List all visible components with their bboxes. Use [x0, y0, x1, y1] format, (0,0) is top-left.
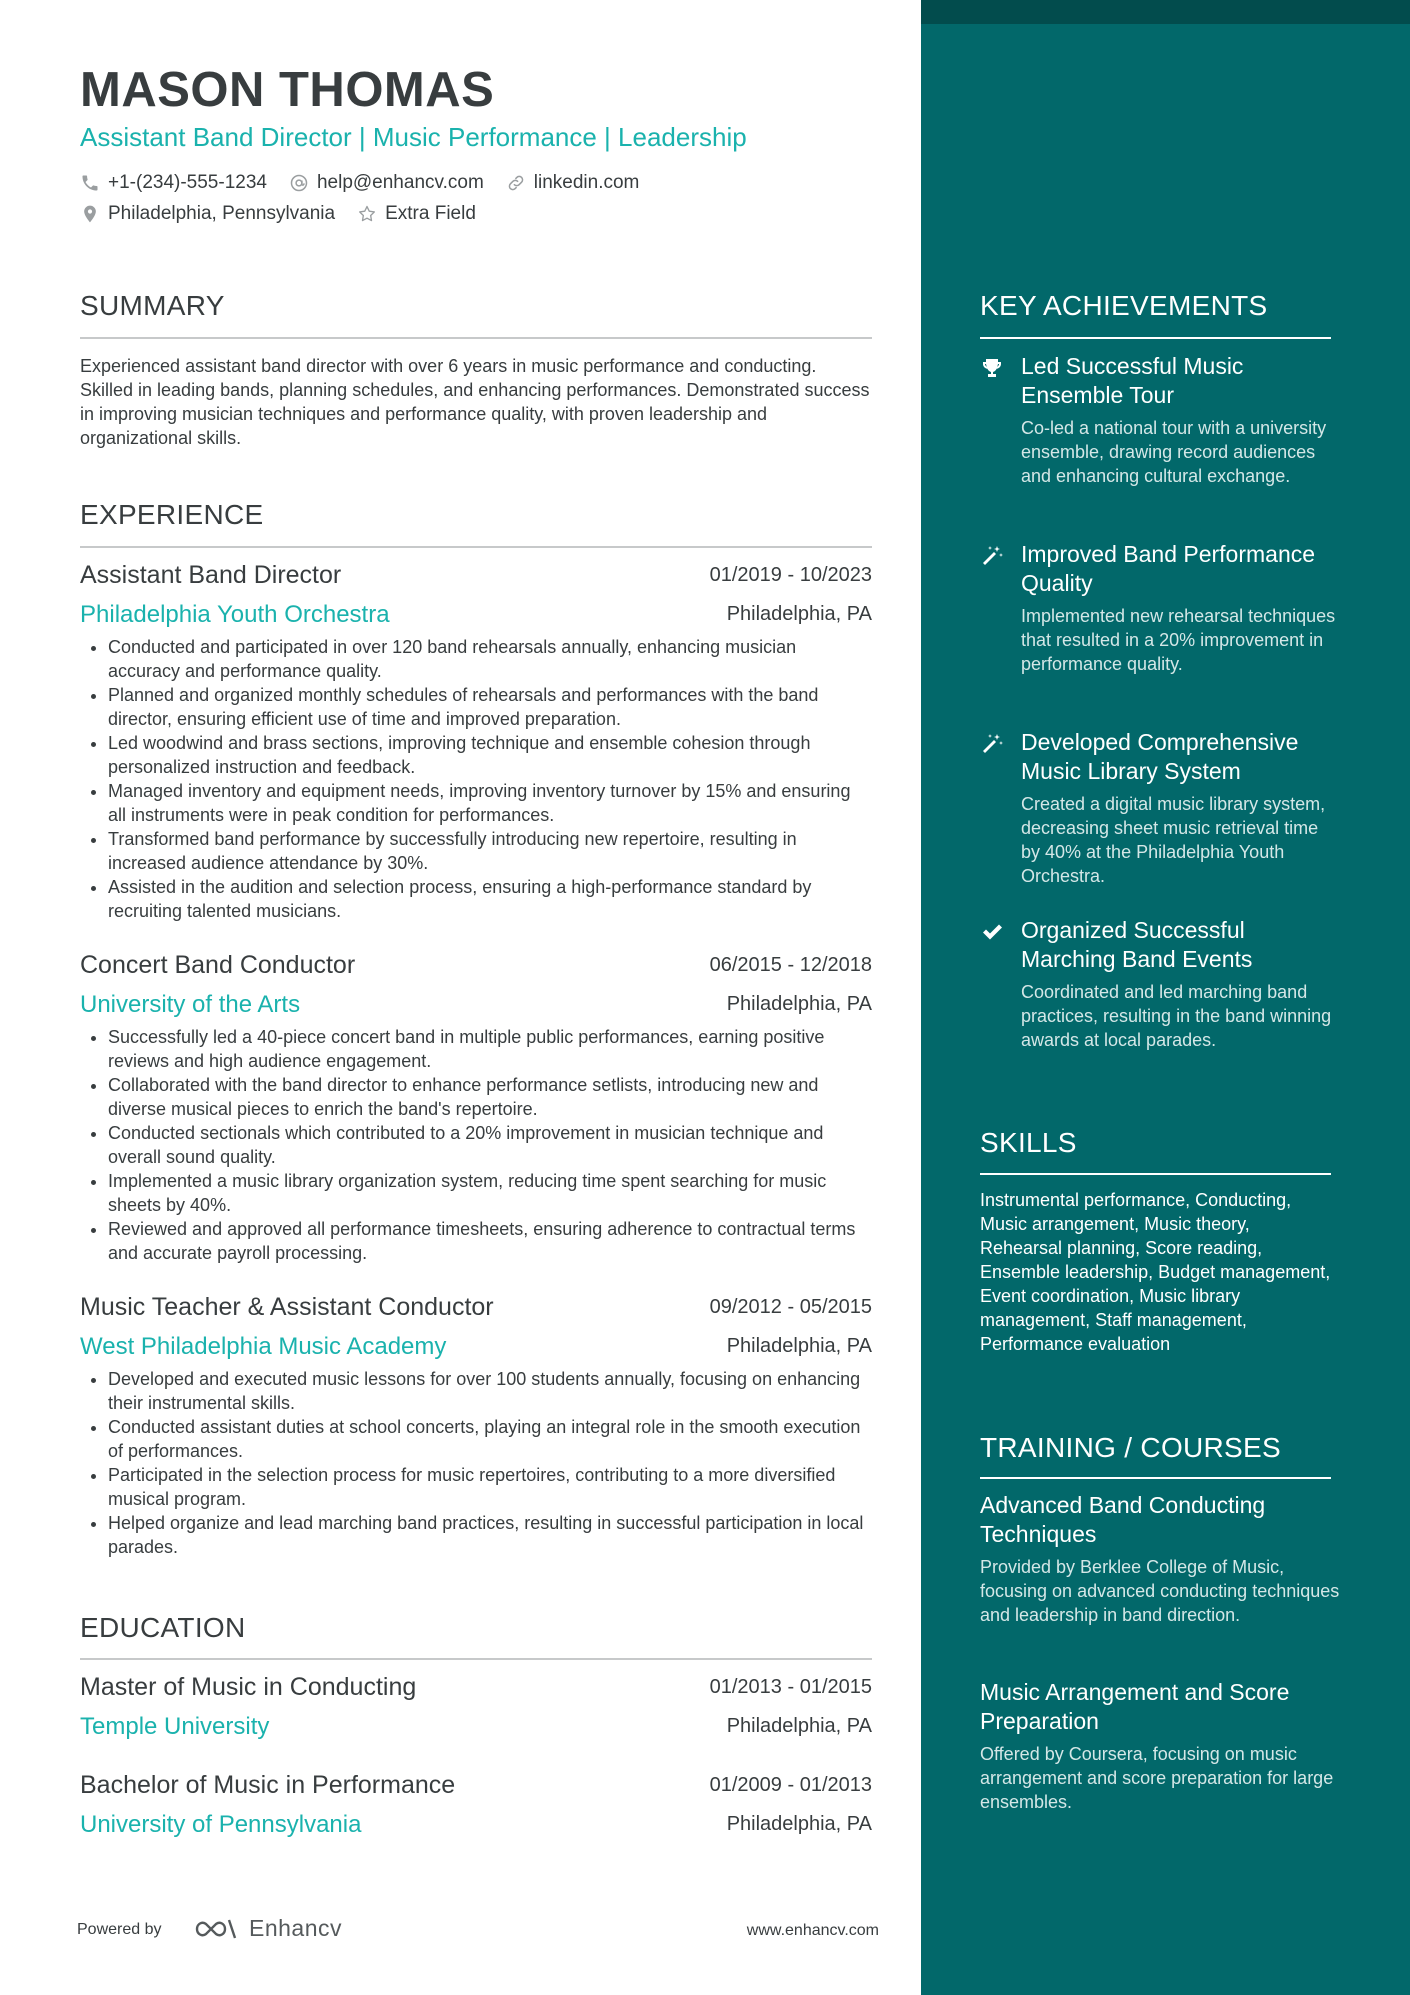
website-link[interactable]: www.enhancv.com [746, 1922, 879, 1939]
job-bullets [80, 1367, 872, 1559]
education-dates: 01/2013 - 01/2015 [709, 1676, 872, 1698]
skills-list: Instrumental performance, Conducting, Music arrangement, Music theory, Rehearsal planning, Score reading, Ensemble leadership, Budget management, Event coordination, Music library management, Staff management, Performance evaluation [980, 1190, 1331, 1354]
enhancv-logo-icon [193, 1916, 239, 1942]
skills-heading: SKILLS [980, 1127, 1077, 1158]
candidate-name: MASON THOMAS [80, 63, 495, 117]
job-bullet: • Planned and organized monthly schedules of rehearsals and performances with the band director, ensuring efficient use of time and improved preparation. [108, 683, 872, 731]
achievement-item [980, 540, 1336, 710]
experience-heading: EXPERIENCE [80, 499, 264, 530]
trophy-icon [980, 356, 1006, 382]
job-bullet: • Helped organize and lead marching band practices, resulting in successful participation in local parades. [108, 1511, 872, 1559]
at-icon [289, 173, 309, 193]
checkmark-icon [980, 920, 1006, 946]
powered-by-label: Powered by [77, 1921, 162, 1938]
sidebar-top-band [921, 0, 1410, 24]
job-bullet: • Reviewed and approved all performance timesheets, ensuring adherence to contractual terms and accurate payroll processing. [108, 1217, 872, 1265]
job-bullet: • Assisted in the audition and selection process, ensuring a high-performance standard by recruiting talented musicians. [108, 875, 872, 923]
job-bullet: • Successfully led a 40-piece concert band in multiple public performances, earning positive reviews and high audience engagement. [108, 1025, 872, 1073]
job-bullet: • Implemented a music library organization system, reducing time spent searching for music sheets by 40%. [108, 1169, 872, 1217]
job-bullet: • Developed and executed music lessons for over 100 students annually, focusing on enhancing their instrumental skills. [108, 1367, 872, 1415]
experience-entry [80, 1293, 872, 1573]
enhancv-brand-name: Enhancv [249, 1915, 343, 1941]
experience-entry [80, 951, 872, 1271]
degree-title: Master of Music in Conducting [80, 1673, 417, 1701]
contact-row [80, 172, 661, 194]
training-divider [980, 1477, 1331, 1479]
job-bullets [80, 635, 872, 923]
achievement-item [980, 916, 1331, 1086]
contact-linkedin[interactable] [506, 172, 640, 194]
education-location: Philadelphia, PA [726, 1813, 872, 1835]
education-entry [80, 1673, 872, 1753]
school-name: University of Pennsylvania [80, 1811, 362, 1838]
summary-divider [80, 337, 872, 339]
job-bullet: • Conducted and participated in over 120 band rehearsals annually, enhancing musician accuracy and performance quality. [108, 635, 872, 683]
job-bullet: • Led woodwind and brass sections, improving technique and ensemble cohesion through personalized instruction and feedback. [108, 731, 872, 779]
school-name: Temple University [80, 1713, 270, 1740]
experience-entry [80, 561, 872, 931]
phone-icon [80, 173, 100, 193]
job-bullets [80, 1025, 872, 1265]
achievement-description: Coordinated and led marching band practices, resulting in the band winning awards at local parades. [1021, 982, 1332, 1050]
headline: Assistant Band Director | Music Performance | Leadership [80, 122, 747, 152]
course-description: Offered by Coursera, focusing on music arrangement and score preparation for large ensembles. [980, 1744, 1334, 1812]
job-company: Philadelphia Youth Orchestra [80, 601, 390, 628]
education-dates: 01/2009 - 01/2013 [709, 1774, 872, 1796]
achievement-title: Organized Successful Marching Band Events [1021, 917, 1253, 972]
education-location: Philadelphia, PA [726, 1715, 872, 1737]
link-icon [506, 173, 526, 193]
achievement-title: Improved Band Performance Quality [1021, 541, 1316, 596]
footer [77, 1915, 879, 1945]
summary-heading: SUMMARY [80, 290, 225, 321]
course-title: Advanced Band Conducting Techniques [980, 1492, 1266, 1547]
job-company: West Philadelphia Music Academy [80, 1333, 447, 1360]
location-text: Philadelphia, Pennsylvania [108, 203, 336, 224]
job-bullet: • Conducted assistant duties at school concerts, playing an integral role in the smooth execution of performances. [108, 1415, 872, 1463]
job-location: Philadelphia, PA [726, 993, 872, 1015]
achievements-heading: KEY ACHIEVEMENTS [980, 290, 1268, 321]
skills-divider [980, 1173, 1331, 1175]
job-location: Philadelphia, PA [726, 1335, 872, 1357]
job-dates: 01/2019 - 10/2023 [709, 564, 872, 586]
location-pin-icon [80, 204, 100, 224]
education-heading: EDUCATION [80, 1612, 246, 1643]
achievement-description: Created a digital music library system, decreasing sheet music retrieval time by 40% at the Philadelphia Youth Orchestra. [1021, 794, 1326, 886]
magic-wand-icon [980, 732, 1006, 758]
experience-divider [80, 546, 872, 548]
achievement-title: Led Successful Music Ensemble Tour [1021, 353, 1244, 408]
job-title: Concert Band Conductor [80, 951, 356, 979]
achievement-item [980, 728, 1331, 898]
achievement-description: Co-led a national tour with a university ensemble, drawing record audiences and enhancing cultural exchange. [1021, 418, 1327, 486]
achievement-description: Implemented new rehearsal techniques that resulted in a 20% improvement in performance quality. [1021, 606, 1336, 674]
job-bullet: • Conducted sectionals which contributed to a 20% improvement in musician technique and overall sound quality. [108, 1121, 872, 1169]
course-title: Music Arrangement and Score Preparation [980, 1679, 1290, 1734]
contact-location [80, 203, 335, 225]
job-dates: 06/2015 - 12/2018 [709, 954, 872, 976]
enhancv-logo[interactable] [193, 1915, 342, 1942]
job-company: University of the Arts [80, 991, 301, 1018]
achievement-title: Developed Comprehensive Music Library System [1021, 729, 1299, 784]
sidebar [921, 0, 1410, 1995]
contact-phone[interactable] [80, 172, 267, 194]
star-icon [357, 204, 377, 224]
summary-text: Experienced assistant band director with over 6 years in music performance and conducting. Skilled in leading bands, planning schedules, and enhancing performances. Demonstrated success in improving musician techniques and performance quality, with proven leadership and organizational skills. [80, 356, 870, 448]
contact-extra [357, 203, 476, 225]
extra-field-text: Extra Field [385, 203, 476, 224]
job-bullet: • Transformed band performance by successfully introducing new repertoire, resulting in increased audience attendance by 30%. [108, 827, 872, 875]
email-text: help@enhancv.com [316, 172, 484, 193]
contact-row [80, 203, 498, 225]
degree-title: Bachelor of Music in Performance [80, 1771, 456, 1799]
contact-email[interactable] [289, 172, 484, 194]
job-bullet: • Collaborated with the band director to enhance performance setlists, introducing new and diverse musical pieces to enrich the band's repertoire. [108, 1073, 872, 1121]
job-dates: 09/2012 - 05/2015 [709, 1296, 872, 1318]
course-description: Provided by Berklee College of Music, focusing on advanced conducting techniques and leadership in band direction. [980, 1557, 1340, 1625]
achievements-divider [980, 337, 1331, 339]
job-location: Philadelphia, PA [726, 603, 872, 625]
job-title: Assistant Band Director [80, 561, 342, 589]
job-title: Music Teacher & Assistant Conductor [80, 1293, 494, 1321]
job-bullet: • Managed inventory and equipment needs, improving inventory turnover by 15% and ensuring all instruments were in peak condition for performances. [108, 779, 872, 827]
training-heading: TRAINING / COURSES [980, 1432, 1281, 1463]
job-bullet: • Participated in the selection process for music repertoires, contributing to a more diversified musical program. [108, 1463, 872, 1511]
magic-wand-icon [980, 544, 1006, 570]
phone-text: +1-(234)-555-1234 [108, 172, 267, 193]
linkedin-text: linkedin.com [533, 172, 640, 193]
achievement-item [980, 352, 1331, 522]
education-entry [80, 1771, 872, 1851]
education-divider [80, 1658, 872, 1660]
